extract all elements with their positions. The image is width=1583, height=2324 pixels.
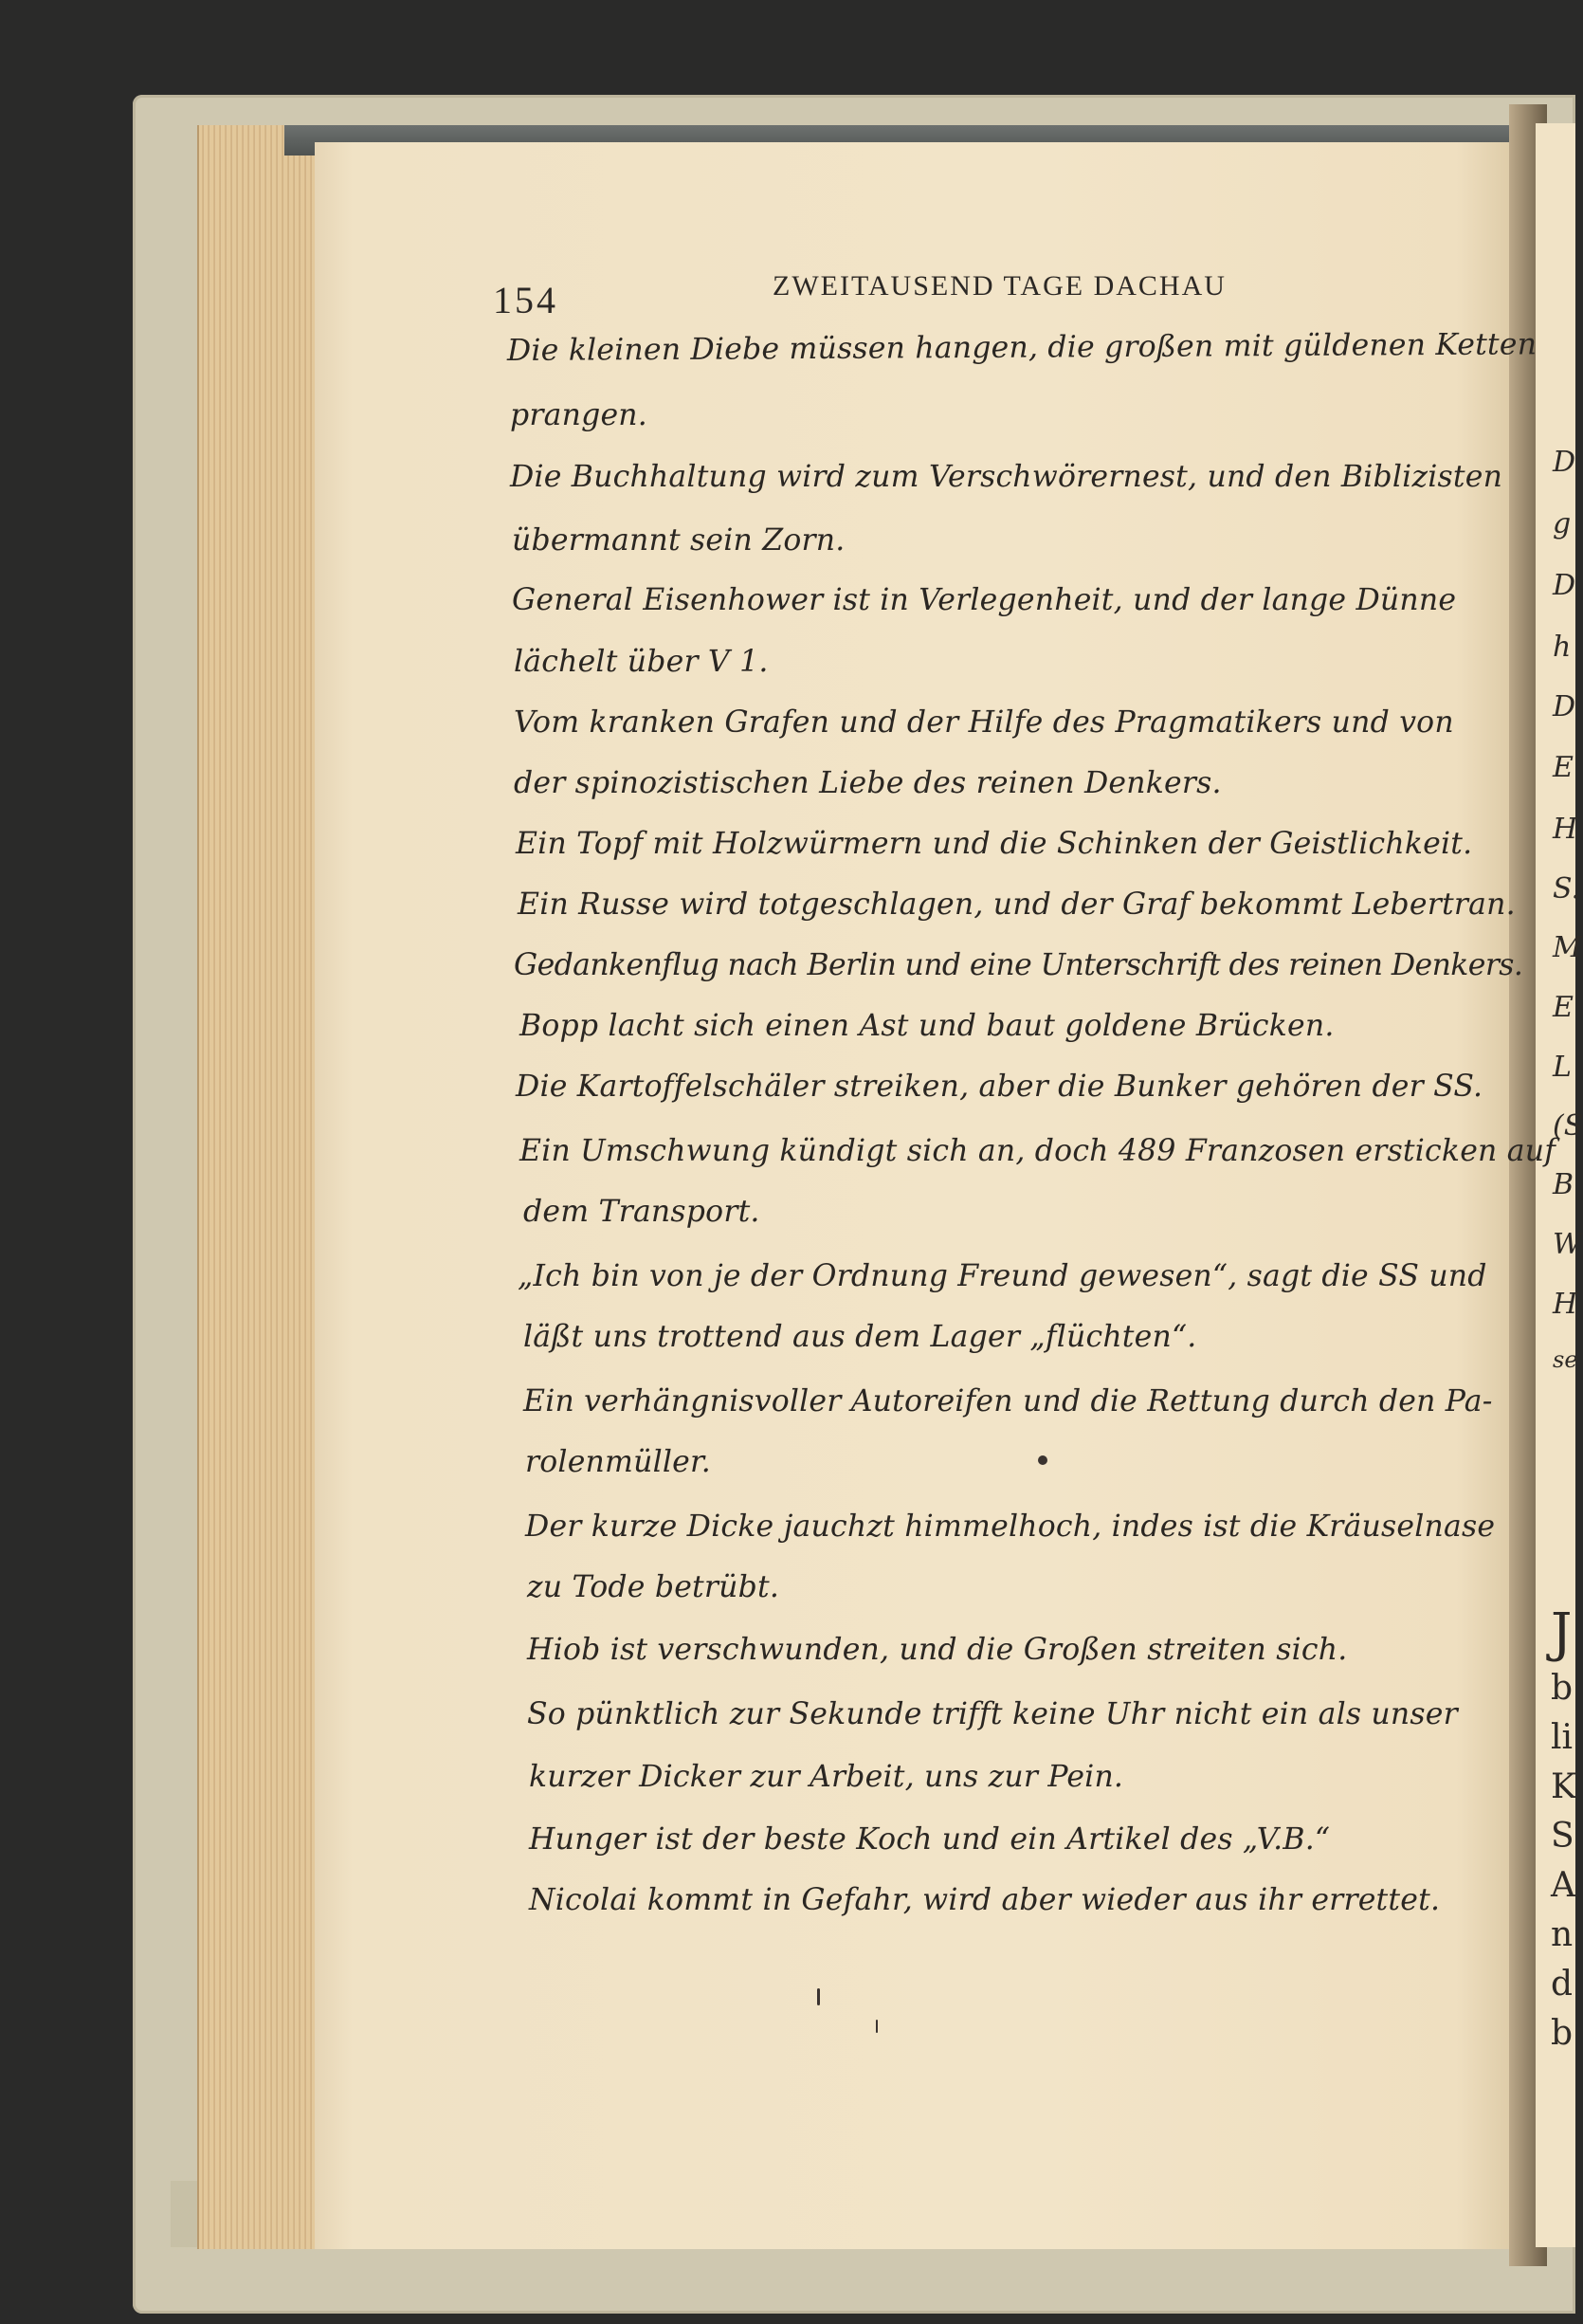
facing-fragment: A bbox=[1551, 1866, 1575, 1905]
facing-page-edge bbox=[1536, 123, 1583, 2247]
text-line: Die Buchhaltung wird zum Verschwörernest, und den Biblizisten bbox=[510, 460, 1503, 494]
page-edges bbox=[197, 125, 322, 2249]
facing-initial: J bbox=[1551, 1602, 1573, 1664]
text-line: Der kurze Dicke jauchzt himmelhoch, indes ist die Kräuselnase bbox=[525, 1510, 1496, 1544]
text-line: zu Tode betrübt. bbox=[527, 1570, 780, 1604]
text-line: Ein Russe wird totgeschlagen, und der Graf bekommt Lebertran. bbox=[518, 888, 1516, 922]
facing-fragment: n bbox=[1551, 1915, 1574, 1954]
paper-speck bbox=[1038, 1455, 1047, 1465]
facing-fragment: H bbox=[1553, 1288, 1578, 1321]
text-line: General Eisenhower ist in Verlegenheit, und der lange Dünne bbox=[512, 583, 1457, 617]
paper-speck bbox=[876, 2020, 878, 2033]
text-line: übermannt sein Zorn. bbox=[512, 523, 846, 558]
text-line: prangen. bbox=[510, 398, 647, 432]
facing-fragment: S. bbox=[1553, 872, 1581, 906]
facing-fragment: (S bbox=[1553, 1109, 1583, 1143]
facing-fragment: K bbox=[1551, 1767, 1576, 1806]
facing-fragment: se bbox=[1553, 1346, 1578, 1373]
text-line: Gedankenflug nach Berlin und eine Unterschrift des reinen Denkers. bbox=[514, 948, 1523, 982]
facing-fragment: H bbox=[1553, 813, 1578, 846]
paper-speck bbox=[817, 1988, 820, 2005]
book-page-154 bbox=[315, 142, 1517, 2249]
facing-fragment: L bbox=[1553, 1051, 1572, 1084]
facing-fragment: D bbox=[1553, 569, 1576, 602]
text-line: „Ich bin von je der Ordnung Freund gewesen“, sagt die SS und bbox=[518, 1259, 1487, 1293]
text-line: lächelt über V 1. bbox=[514, 645, 769, 679]
text-line: Nicolai kommt in Gefahr, wird aber wieder aus ihr errettet. bbox=[529, 1883, 1441, 1917]
page-number: 154 bbox=[493, 279, 558, 321]
facing-fragment: S bbox=[1551, 1817, 1574, 1856]
facing-fragment: li bbox=[1551, 1718, 1574, 1757]
text-line: Die Kartoffelschäler streiken, aber die Bunker gehören der SS. bbox=[516, 1070, 1483, 1104]
facing-fragment: B bbox=[1553, 1168, 1574, 1201]
facing-fragment: W bbox=[1553, 1228, 1582, 1261]
facing-fragment: E bbox=[1553, 991, 1574, 1024]
facing-fragment: E bbox=[1553, 751, 1574, 784]
text-line: Vom kranken Grafen und der Hilfe des Pragmatikers und von bbox=[514, 705, 1454, 740]
text-line: Ein verhängnisvoller Autoreifen und die Rettung durch den Pa- bbox=[523, 1384, 1493, 1418]
text-line: Ein Topf mit Holzwürmern und die Schinken der Geistlichkeit. bbox=[516, 827, 1473, 861]
facing-fragment: D bbox=[1553, 690, 1576, 723]
text-line: Die kleinen Diebe müssen hangen, die großen mit güldenen Ketten bbox=[506, 327, 1538, 368]
facing-fragment: D bbox=[1553, 446, 1576, 479]
facing-fragment: M bbox=[1553, 931, 1582, 964]
text-line: Hiob ist verschwunden, und die Großen streiten sich. bbox=[527, 1633, 1348, 1667]
text-line: Ein Umschwung kündigt sich an, doch 489 Franzosen ersticken auf bbox=[519, 1134, 1556, 1168]
running-head-title: ZWEITAUSEND TAGE DACHAU bbox=[773, 270, 1227, 302]
facing-fragment: g bbox=[1553, 507, 1572, 540]
facing-fragment: d bbox=[1551, 1965, 1574, 2004]
text-line: Bopp lacht sich einen Ast und baut goldene Brücken. bbox=[519, 1009, 1335, 1043]
text-line: läßt uns trottend aus dem Lager „flüchten“. bbox=[523, 1320, 1197, 1354]
text-line: der spinozistischen Liebe des reinen Denkers. bbox=[514, 766, 1222, 800]
text-line: So pünktlich zur Sekunde trifft keine Uhr nicht ein als unser bbox=[527, 1697, 1458, 1731]
text-line: kurzer Dicker zur Arbeit, uns zur Pein. bbox=[529, 1760, 1124, 1794]
facing-fragment: b bbox=[1551, 2014, 1574, 2053]
facing-fragment: b bbox=[1551, 1669, 1574, 1708]
text-line: dem Transport. bbox=[523, 1195, 760, 1229]
text-line: rolenmüller. bbox=[525, 1445, 711, 1479]
facing-fragment: h bbox=[1553, 631, 1572, 664]
text-line: Hunger ist der beste Koch und ein Artikel des „V.B.“ bbox=[529, 1822, 1331, 1857]
